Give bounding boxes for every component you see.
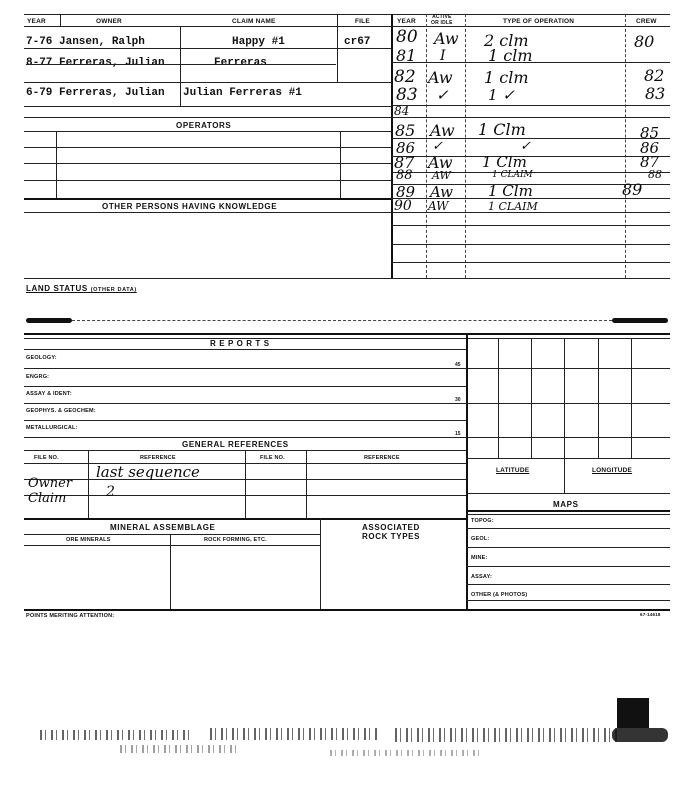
general-references-title: GENERAL REFERENCES xyxy=(182,440,289,449)
gr-entry-1-file: Owner xyxy=(28,476,73,491)
gr-entry-2-file: Claim xyxy=(28,491,67,506)
owner-row-3-claim: Julian Ferreras #1 xyxy=(183,87,302,99)
activity-status-87: Aw xyxy=(428,153,453,172)
activity-op-87: 1 Clm xyxy=(482,153,527,171)
gr-entry-1-ref: last sequence xyxy=(96,463,200,481)
activity-status-82: Aw xyxy=(428,68,453,87)
activity-crew-89: 89 xyxy=(622,180,643,199)
activity-year-87: 87 xyxy=(394,153,415,172)
col-header-crew: CREW xyxy=(636,18,657,25)
rock-forming-label: ROCK FORMING, ETC. xyxy=(204,537,267,543)
maps-topog: TOPOG: xyxy=(471,518,494,524)
activity-year-81: 81 xyxy=(396,46,417,65)
activity-year-85: 85 xyxy=(395,121,416,140)
col-header-claim-name: CLAIM NAME xyxy=(232,18,276,25)
activity-op-82: 1 clm xyxy=(484,68,529,87)
latitude-label: LATITUDE xyxy=(496,467,530,474)
scan-smudge-right xyxy=(612,318,668,323)
form-code: 67-14618 xyxy=(640,612,661,617)
activity-crew-83: 83 xyxy=(645,84,666,103)
col-header-file: FILE xyxy=(355,18,370,25)
report-assay: ASSAY & IDENT: xyxy=(26,391,72,397)
gr-entry-2-ref: 2 xyxy=(106,484,115,500)
reports-title: R E P O R T S xyxy=(210,339,270,348)
land-status-title xyxy=(26,284,137,293)
activity-year-82: 82 xyxy=(394,67,416,87)
report-geophys: GEOPHYS. & GEOCHEM: xyxy=(26,408,96,414)
gr-col-file-no: FILE NO. xyxy=(34,455,59,461)
maps-other: OTHER (& PHOTOS) xyxy=(471,592,528,598)
activity-year-80: 80 xyxy=(396,27,418,47)
col-header-owner: OWNER xyxy=(96,18,122,25)
scan-smudge-bottom-right xyxy=(612,728,668,742)
activity-year-89: 89 xyxy=(396,183,416,201)
activity-op-85: 1 Clm xyxy=(478,120,526,139)
owner-row-1-claim: Happy #1 xyxy=(232,36,285,48)
activity-crew-86: 86 xyxy=(640,139,660,157)
activity-status-88: AW xyxy=(432,169,451,182)
activity-status-89: Aw xyxy=(430,183,453,201)
scan-noise-band-2 xyxy=(210,728,380,740)
gr-col-reference: REFERENCE xyxy=(140,455,176,461)
activity-status-81: I xyxy=(440,48,446,64)
scan-noise-band-1 xyxy=(40,730,190,740)
associated-rock-types-2: ROCK TYPES xyxy=(362,532,421,541)
activity-crew-87: 87 xyxy=(640,153,660,171)
activity-crew-85: 85 xyxy=(640,124,660,142)
longitude-label: LONGITUDE xyxy=(592,467,633,474)
activity-year-88: 88 xyxy=(396,168,413,183)
associated-rock-types-1: ASSOCIATED xyxy=(362,523,420,532)
col-header-year-2: YEAR xyxy=(397,18,416,25)
maps-mine: MINE: xyxy=(471,555,488,561)
owner-row-2-strikethrough xyxy=(26,64,336,65)
activity-op-89: 1 Clm xyxy=(488,182,533,200)
maps-assay: ASSAY: xyxy=(471,574,493,580)
land-status-sublabel: (OTHER DATA) xyxy=(90,287,137,293)
report-geology: GEOLOGY: xyxy=(26,355,57,361)
scan-smudge-left xyxy=(26,318,72,323)
points-meriting-attention: POINTS MERITING ATTENTION: xyxy=(26,613,115,619)
activity-status-85: Aw xyxy=(430,121,455,140)
activity-status-80: Aw xyxy=(434,29,459,48)
gr-col-file-no-2: FILE NO. xyxy=(260,455,285,461)
land-status-label: LAND STATUS xyxy=(26,284,88,293)
activity-op-86: ✓ xyxy=(520,139,531,154)
activity-crew-80: 80 xyxy=(634,32,655,51)
activity-year-83: 83 xyxy=(396,85,418,105)
activity-op-81: 1 clm xyxy=(488,46,533,65)
scan-noise-band-4 xyxy=(120,745,240,753)
owner-row-1-file: cr67 xyxy=(344,36,371,48)
col-header-active-idle xyxy=(431,14,453,26)
ore-minerals-label: ORE MINERALS xyxy=(66,537,111,543)
activity-year-84: 84 xyxy=(394,104,410,118)
operators-title: OPERATORS xyxy=(176,121,232,130)
maps-title: MAPS xyxy=(553,500,579,509)
other-persons-title: OTHER PERSONS HAVING KNOWLEDGE xyxy=(102,202,278,211)
activity-status-90: AW xyxy=(428,199,449,213)
col-header-year: YEAR xyxy=(27,18,46,25)
gr-col-reference-2: REFERENCE xyxy=(364,455,400,461)
activity-status-83: ✓ xyxy=(436,86,449,104)
or-idle-label: OR IDLE xyxy=(431,20,453,26)
scan-noise-band-5 xyxy=(330,750,480,756)
col-header-type-of-operation: TYPE OF OPERATION xyxy=(503,18,575,25)
activity-crew-88: 88 xyxy=(648,168,662,181)
report-metallurgical: METALLURGICAL: xyxy=(26,425,78,431)
active-label: ACTIVE xyxy=(432,14,452,20)
report-assay-num: 30 xyxy=(455,397,461,403)
activity-op-88: 1 CLAIM xyxy=(492,170,533,180)
activity-crew-82: 82 xyxy=(644,66,665,85)
owner-row-1: 7-76 Jansen, Ralph xyxy=(26,36,145,48)
activity-year-86: 86 xyxy=(396,139,416,157)
scan-black-block xyxy=(617,698,649,728)
activity-status-86: ✓ xyxy=(432,139,443,154)
report-metallurgical-num: 15 xyxy=(455,431,461,437)
scan-noise-band-3 xyxy=(395,728,620,742)
maps-geol: GEOL: xyxy=(471,536,490,542)
report-engrg: ENGRG: xyxy=(26,374,50,380)
owner-row-3: 6-79 Ferreras, Julian xyxy=(26,87,165,99)
activity-op-83: 1 ✓ xyxy=(488,86,515,104)
mineral-assemblage-title: MINERAL ASSEMBLAGE xyxy=(110,523,216,532)
activity-year-90: 90 xyxy=(394,198,412,214)
report-geology-num: 45 xyxy=(455,362,461,368)
activity-op-90: 1 CLAIM xyxy=(488,200,538,213)
owner-row-2-claim: Ferreras xyxy=(214,57,267,69)
activity-op-80: 2 clm xyxy=(484,31,529,50)
owner-row-2: 8-77 Ferreras, Julian xyxy=(26,57,165,69)
